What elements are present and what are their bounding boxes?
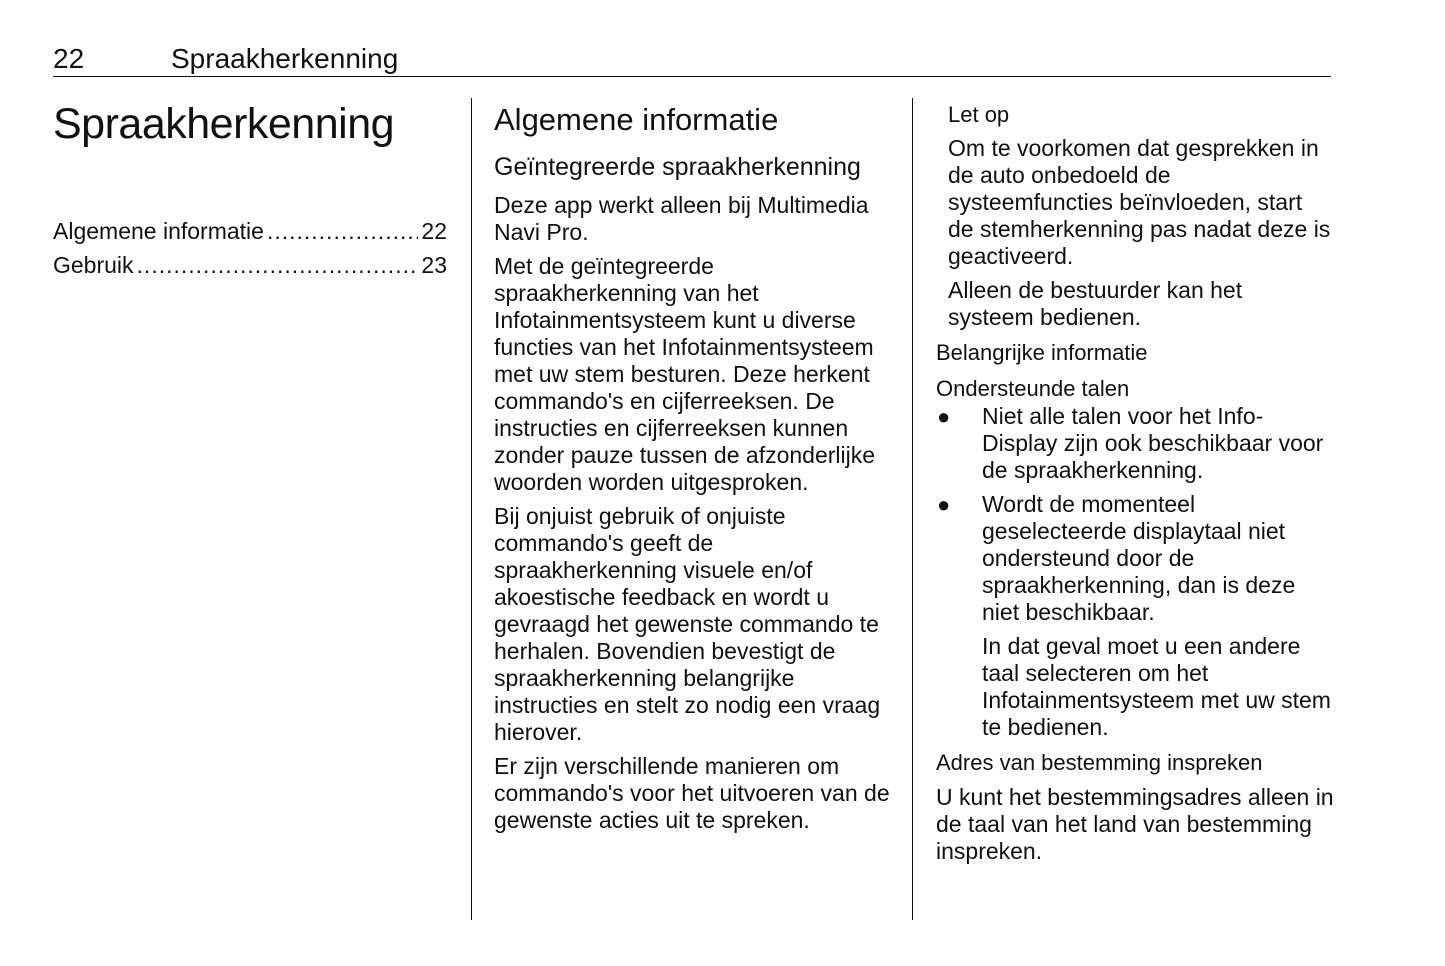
toc-item-page: 23 [421,252,447,278]
note-text: Alleen de bestuurder kan het systeem bedienen. [948,277,1243,330]
important-heading: Belangrijke informatie [936,340,1148,365]
toc-item-page: 22 [421,218,447,244]
chapter-title: Spraakherkenning [53,100,395,148]
note-box [936,101,1334,331]
address-heading: Adres van bestemming inspreken [936,750,1263,775]
note-title: Let op [948,102,1010,127]
toc-leader-dots [267,214,418,248]
paragraph: Deze app werkt alleen bij Multimedia Navi Pro. [494,192,869,245]
note-text: Om te voorkomen dat gesprekken in de auto onbedoeld de systeemfuncties beïnvloeden, start de stemherkenning pas nadat deze is geactiveerd. [948,135,1331,269]
bullet-icon: ● [937,492,951,517]
page-header [53,42,1331,77]
language-bullets [936,403,1334,741]
section-subheading: Geïntegreerde spraakherkenning [494,153,861,181]
column-general-info [494,100,894,841]
bullet-text: Wordt de momenteel geselecteerde displaytaal niet ondersteund door de spraakherkenning, dan is deze niet beschikbaar. [982,491,1296,625]
list-item [936,403,1334,484]
paragraph: Er zijn verschillende manieren om commando's voor het uitvoeren van de gewenste acties uit te spreken. [494,753,890,833]
languages-heading: Ondersteunde talen [936,376,1130,401]
toc-item-label: Gebruik [53,252,134,278]
bullet-text: Niet alle talen voor het Info-Display zijn ook beschikbaar voor de spraakherkenning. [982,403,1324,483]
table-of-contents [53,214,447,282]
column-divider [912,98,913,920]
toc-item[interactable] [53,248,447,282]
toc-item[interactable] [53,214,447,248]
paragraph: Met de geïntegreerde spraakherkenning van het Infotainmentsysteem kunt u diverse functies van het Infotainmentsysteem met uw stem besturen. Deze herkent commando's en cijferreeksen. De instructies en cijferreeksen kunnen zonder pauze tussen de afzonderlijke woorden worden uitgesproken. [494,253,876,495]
list-item [936,491,1334,741]
column-notes [936,101,1334,872]
running-title: Spraakherkenning [171,43,399,74]
address-text: U kunt het bestemmingsadres alleen in de taal van het land van bestemming inspreken. [936,784,1334,864]
bullet-extra-text: In dat geval moet u een andere taal selecteren om het Infotainmentsysteem met uw stem te bedienen. [982,633,1331,740]
bullet-icon: ● [937,404,951,429]
toc-leader-dots [137,248,419,282]
section-heading: Algemene informatie [494,102,779,137]
paragraph: Bij onjuist gebruik of onjuiste commando's geeft de spraakherkenning visuele en/of akoestische feedback en wordt u gevraagd het gewenste commando te herhalen. Bovendien bevestigt de spraakherkenning belangrijke instructies en stelt zo nodig een vraag hierover. [494,503,881,745]
page-number: 22 [53,43,85,74]
toc-item-label: Algemene informatie [53,218,264,244]
column-divider [471,98,472,920]
